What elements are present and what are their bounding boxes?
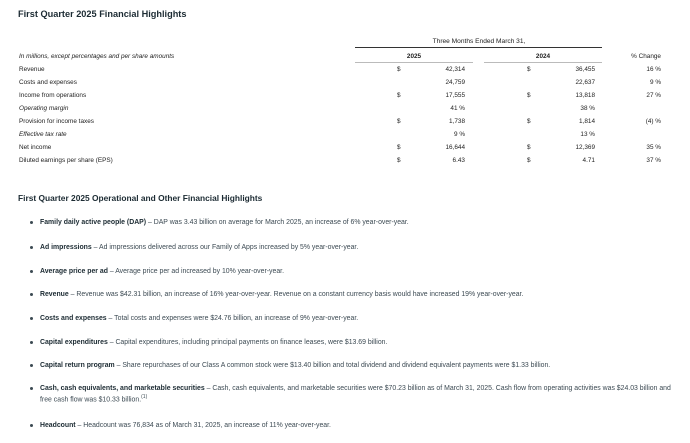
table-row [18,154,670,167]
value-2025: 41 % [450,105,465,112]
value-2025: 16,644 [445,144,465,151]
list-item-term: Headcount [40,422,76,429]
table-row [18,128,670,141]
list-item-text [40,361,676,370]
list-item-body: – Headcount was 76,834 as of March 31, 2025, an increase of 11% year-over-year. [75,422,331,429]
value-2025: 17,555 [445,92,465,99]
list-item-body: – Cash, cash equivalents, and marketable securities were $70.23 billion as of March 31, 2025. Cash flow from operating activities was $24.03 billion and free cash flow was $10.33 billion. [40,385,671,404]
percent-change: 16 % [646,66,661,73]
row-label: Effective tax rate [19,131,67,138]
list-item-text [40,218,676,227]
bullet-icon [30,387,33,390]
list-item-term: Cash, cash equivalents, and marketable securities [40,385,205,392]
list-item-text [40,314,676,323]
list-item-body: – Total costs and expenses were $24.76 billion, an increase of 9% year-over-year. [106,315,359,322]
currency-2025: $ [397,66,401,73]
value-2024: 4.71 [582,157,595,164]
currency-2024: $ [527,118,531,125]
page-title: First Quarter 2025 Financial Highlights [18,9,187,19]
value-2024: 13 % [580,131,595,138]
bullet-icon [30,364,33,367]
table-row [18,102,670,115]
footnote-marker: (1) [141,394,148,401]
currency-2024: $ [527,144,531,151]
row-label: Operating margin [19,105,69,112]
list-item-term: Revenue [40,291,69,298]
percent-change: 37 % [646,157,661,164]
bullet-icon [30,341,33,344]
section-title: First Quarter 2025 Operational and Other Financial Highlights [18,193,263,203]
percent-change: 9 % [649,79,661,86]
currency-2025: $ [397,144,401,151]
list-item-body: – Average price per ad increased by 10% year-over-year. [107,267,284,275]
currency-2025: $ [397,157,401,164]
currency-2025: $ [397,92,401,99]
table-row [18,115,670,128]
period-header [18,36,670,47]
list-item-term: Capital return program [40,362,115,369]
bullet-icon [30,317,33,320]
value-2025: 9 % [453,131,465,138]
list-item-text [40,243,676,252]
list-item-text [40,421,676,430]
bullet-icon [30,270,33,273]
units-note: In millions, except percentages and per share amounts [19,53,175,60]
currency-2024: $ [527,92,531,99]
value-2024: 1,814 [579,118,595,125]
row-label: Provision for income taxes [19,118,94,125]
row-label: Revenue [19,66,45,73]
period-rule [355,47,602,48]
year-2024-header: 2024 [535,53,551,60]
percent-change: 27 % [646,92,661,99]
list-item-term: Average price per ad [40,267,108,275]
row-label: Diluted earnings per share (EPS) [19,157,113,164]
currency-2024: $ [527,66,531,73]
list-item-text [40,267,676,276]
list-item-body: – Ad impressions delivered across our Family of Apps increased by 5% year-over-year. [91,244,359,251]
table-row [18,89,670,102]
list-item-body: – DAP was 3.43 billion on average for March 2025, an increase of 6% year-over-year. [146,219,409,226]
row-label: Income from operations [19,92,87,99]
list-item-body: – Capital expenditures, including principal payments on finance leases, were $13.69 billion. [107,338,388,346]
period-label: Three Months Ended March 31, [432,38,526,45]
list-item-term: Capital expenditures [40,338,108,346]
currency-2025: $ [397,118,401,125]
list-item-body: – Share repurchases of our Class A common stock were $13.40 billion and total dividend and dividend equivalent payments were $1.33 billion. [114,362,551,369]
bullet-icon [30,246,33,249]
row-label: Net income [19,144,52,151]
value-2025: 6.43 [452,157,465,164]
bullet-icon [30,293,33,296]
percent-change: 35 % [646,144,661,151]
row-label: Costs and expenses [19,79,77,86]
list-item-text [40,338,676,347]
table-row [18,141,670,154]
list-item-text [40,290,676,299]
bullet-icon [30,424,33,427]
currency-2024: $ [527,157,531,164]
value-2024: 22,637 [575,79,595,86]
list-item-term: Costs and expenses [40,315,107,322]
list-item-text [40,384,676,405]
table-row [18,76,670,89]
list-item-term: Family daily active people (DAP) [40,219,147,226]
value-2025: 24,759 [445,79,465,86]
percent-change: (4) % [645,118,661,125]
value-2024: 13,818 [575,92,595,99]
table-row [18,63,670,76]
value-2024: 36,455 [575,66,595,73]
bullet-icon [30,221,33,224]
value-2024: 12,369 [575,144,595,151]
value-2024: 38 % [580,105,595,112]
value-2025: 42,314 [445,66,465,73]
value-2025: 1,738 [449,118,465,125]
year-2025-header: 2025 [406,53,422,60]
list-item-term: Ad impressions [40,244,92,251]
percent-change-header: % Change [631,53,661,60]
table-column-header [18,50,670,63]
list-item-body: – Revenue was $42.31 billion, an increase of 16% year-over-year. Revenue on a constant currency basis would have increased 19% year-over-year. [68,291,524,298]
